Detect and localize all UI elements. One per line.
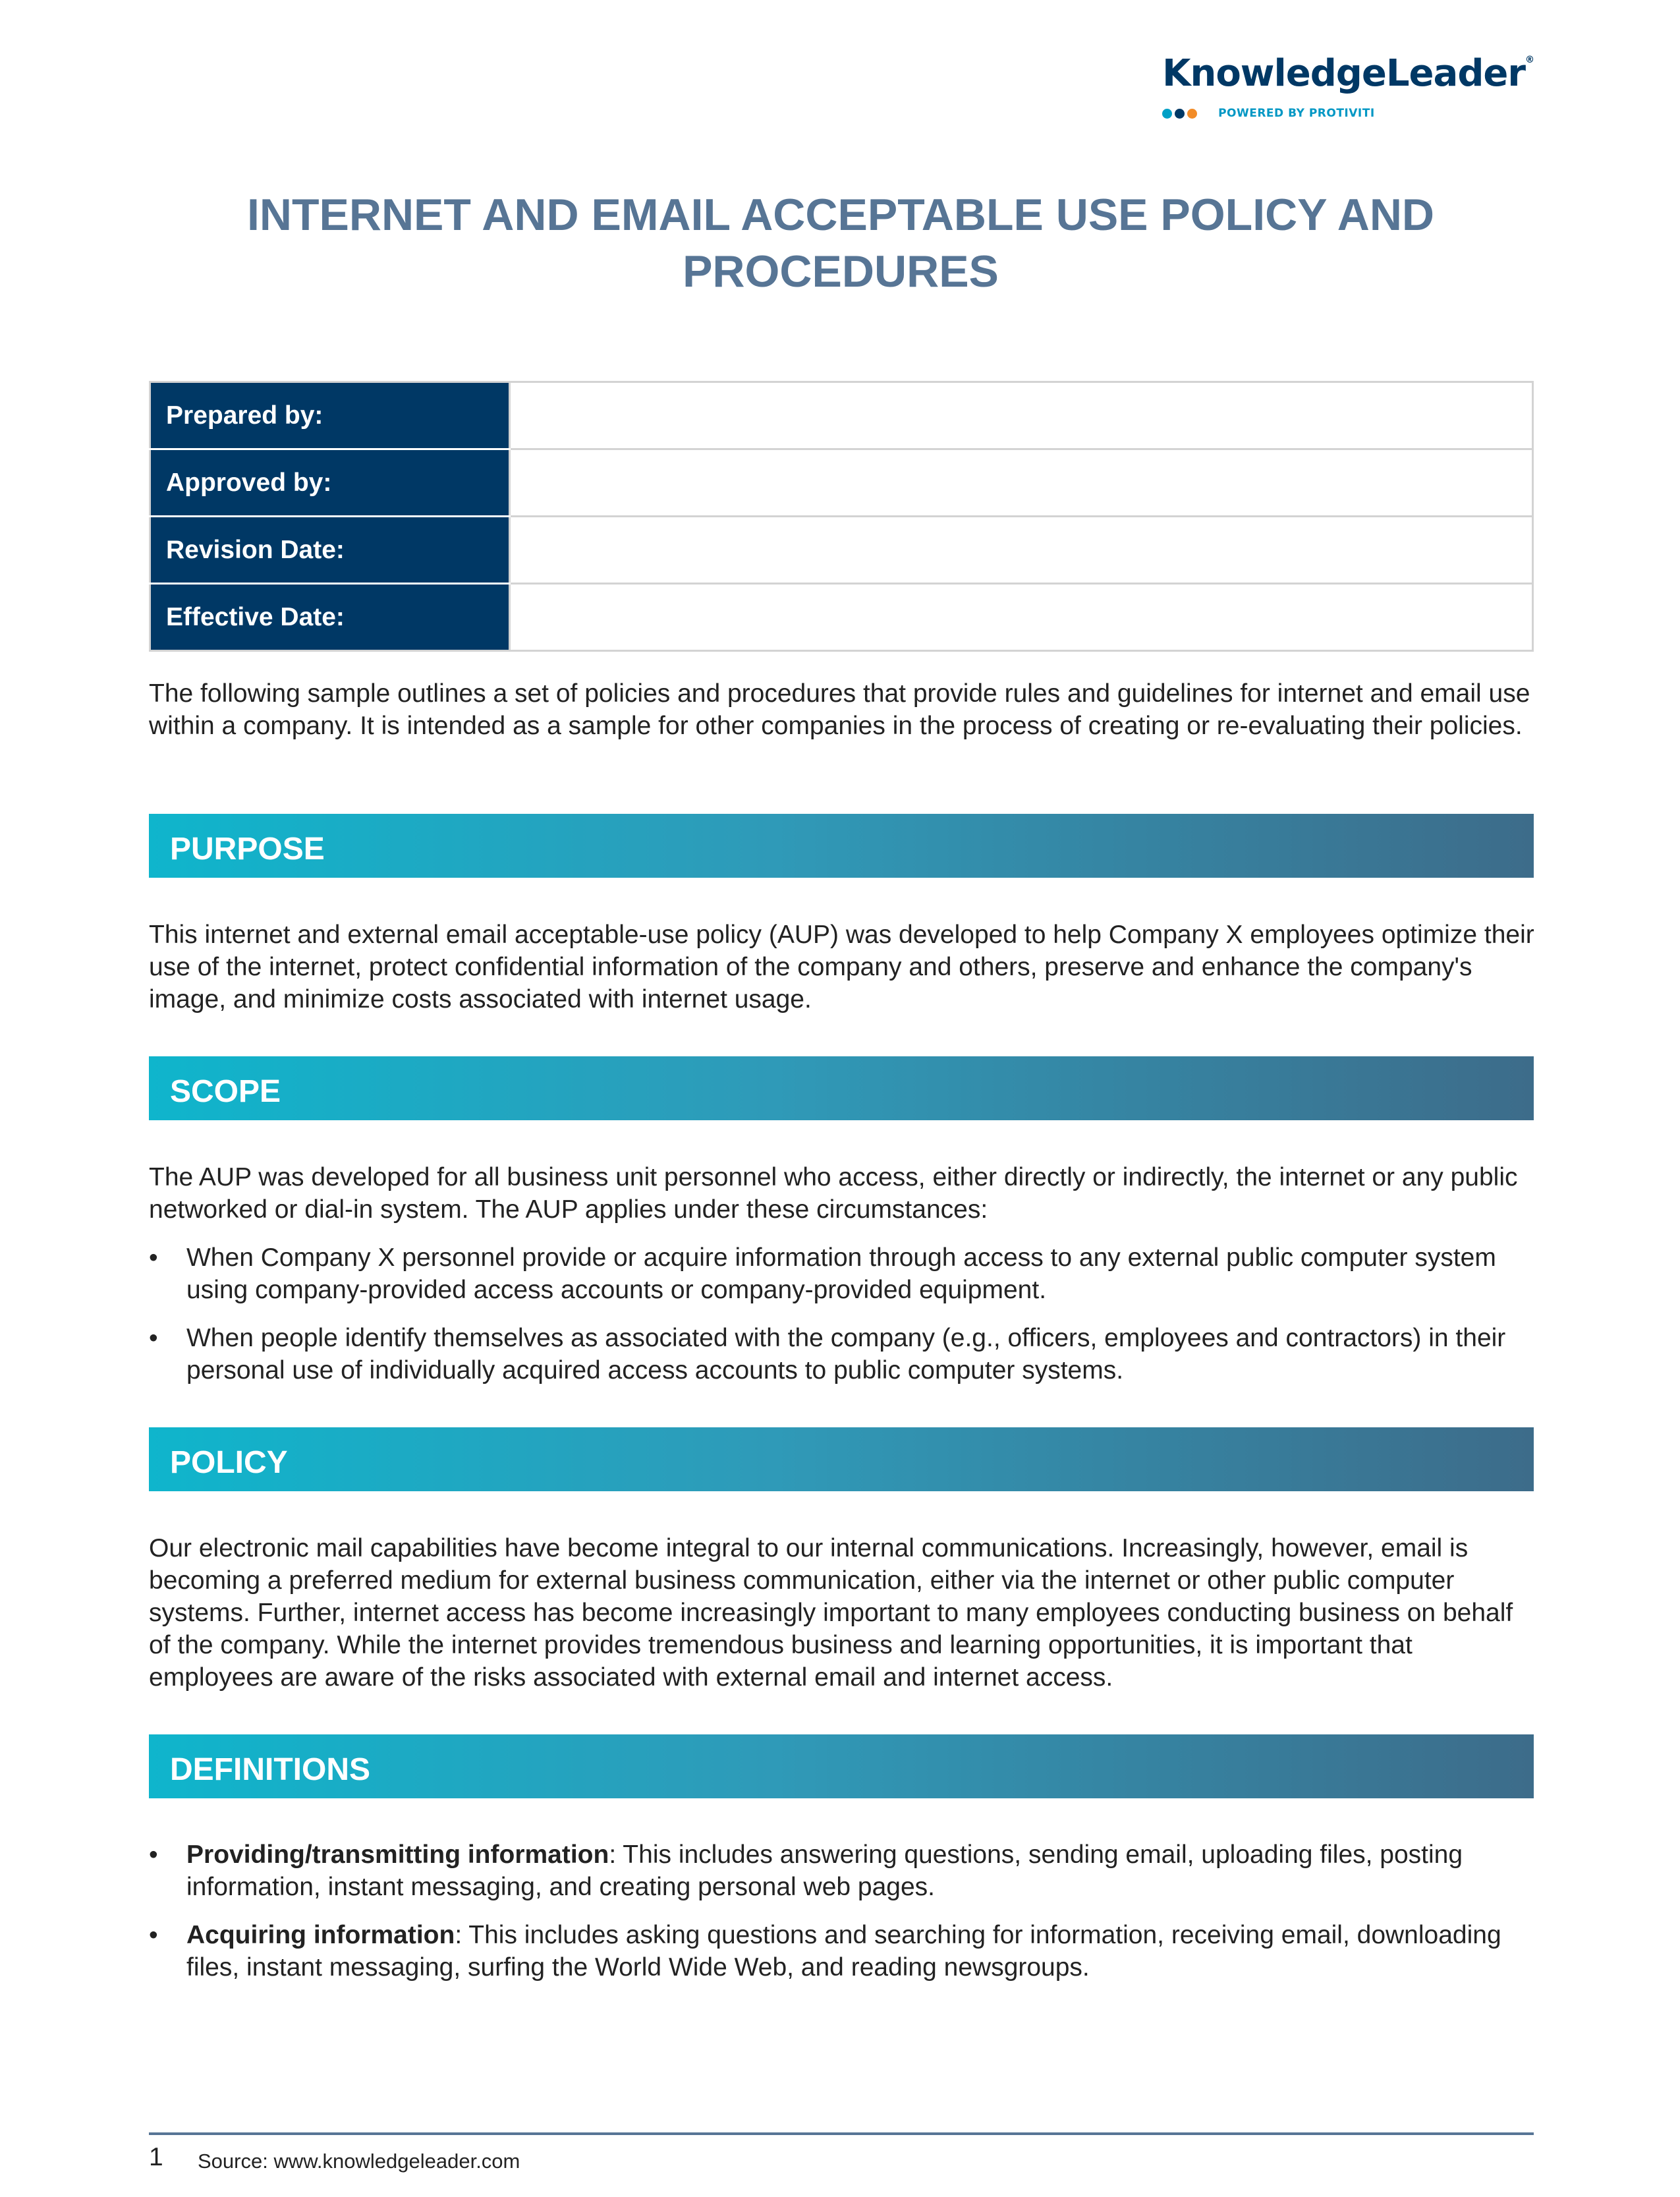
revision-date-value (510, 517, 1533, 584)
table-row (150, 449, 1533, 517)
prepared-by-label: Prepared by: (150, 382, 510, 449)
definitions-section-header (149, 1734, 1534, 1798)
bullet-icon: • (149, 1324, 158, 1352)
prepared-by-value (510, 382, 1533, 449)
knowledgeleader-logo (1162, 52, 1534, 120)
bullet-icon: • (149, 1243, 158, 1272)
list-item (149, 1241, 1539, 1306)
list-item (149, 1839, 1539, 1903)
definitions-bullet-list (149, 1839, 1539, 1999)
scope-paragraph: The AUP was developed for all business unit personnel who access, either directly or indirectly, the internet or any public networked or dial-in system. The AUP applies under these circumstances: (149, 1163, 1518, 1224)
revision-date-label: Revision Date: (150, 517, 510, 584)
logo-dot-icon (1175, 109, 1185, 119)
definition-term: Acquiring information (186, 1921, 455, 1949)
bullet-icon: • (149, 1921, 158, 1949)
scope-section-header (149, 1056, 1534, 1120)
purpose-paragraph: This internet and external email acceptable-use policy (AUP) was developed to help Company X employees optimize their use of the internet, protect confidential information of the company and others, preserve and enhance the company's image, and minimize costs associated with internet usage. (149, 921, 1534, 1013)
policy-paragraph: Our electronic mail capabilities have become integral to our internal communications. Increasingly, however, email is becoming a preferred medium for external business communication, either via the internet or other public computer systems. Further, internet access has become increasingly important to many employees conducting business on behalf of the company. While the internet provides tremendous business and learning opportunities, it is important that employees are aware of the risks associated with external email and internet access. (149, 1534, 1513, 1692)
bullet-icon: • (149, 1840, 158, 1869)
list-item (149, 1919, 1539, 1983)
approved-by-value (510, 449, 1533, 517)
table-row (150, 382, 1533, 449)
section-heading: DEFINITIONS (170, 1752, 371, 1787)
section-heading: PURPOSE (170, 832, 325, 867)
list-item-text: When Company X personnel provide or acquire information through access to any external public computer system using company-provided access accounts or company-provided equipment. (186, 1243, 1496, 1304)
logo-dot-icon (1162, 109, 1172, 119)
purpose-section-header (149, 814, 1534, 878)
section-heading: POLICY (170, 1445, 288, 1480)
effective-date-label: Effective Date: (150, 584, 510, 651)
definition-text: : This includes answering questions, sending email, uploading files, posting information, instant messaging, and creating personal web pages. (186, 1840, 1463, 1901)
definition-term: Providing/transmitting information (186, 1840, 609, 1869)
intro-paragraph: The following sample outlines a set of policies and procedures that provide rules and guidelines for internet and email use within a company. It is intended as a sample for other companies in the process of creating or re-evaluating their policies. (149, 679, 1530, 740)
table-row (150, 584, 1533, 651)
scope-bullet-list (149, 1241, 1539, 1402)
table-row (150, 517, 1533, 584)
page-number: 1 (149, 2143, 163, 2171)
logo-wordmark: KnowledgeLeader (1162, 52, 1525, 95)
section-heading: SCOPE (170, 1074, 281, 1109)
definition-text: : This includes asking questions and searching for information, receiving email, downloading files, instant messaging, surfing the World Wide Web, and reading newsgroups. (186, 1921, 1501, 1982)
effective-date-value (510, 584, 1533, 651)
list-item (149, 1322, 1539, 1386)
policy-section-header (149, 1427, 1534, 1491)
logo-powered-by: POWERED BY PROTIVITI (1218, 107, 1375, 120)
document-meta-table (149, 381, 1534, 652)
document-title: INTERNET AND EMAIL ACCEPTABLE USE POLICY AND PROCEDURES (246, 190, 1435, 297)
logo-dot-icon (1187, 109, 1197, 119)
footer-divider (149, 2132, 1534, 2135)
logo-registered-mark: ® (1525, 55, 1534, 65)
footer-source: Source: www.knowledgeleader.com (198, 2150, 520, 2173)
list-item-text: When people identify themselves as associated with the company (e.g., officers, employees and contractors) in their personal use of individually acquired access accounts to public computer systems. (186, 1324, 1506, 1384)
approved-by-label: Approved by: (150, 449, 510, 517)
